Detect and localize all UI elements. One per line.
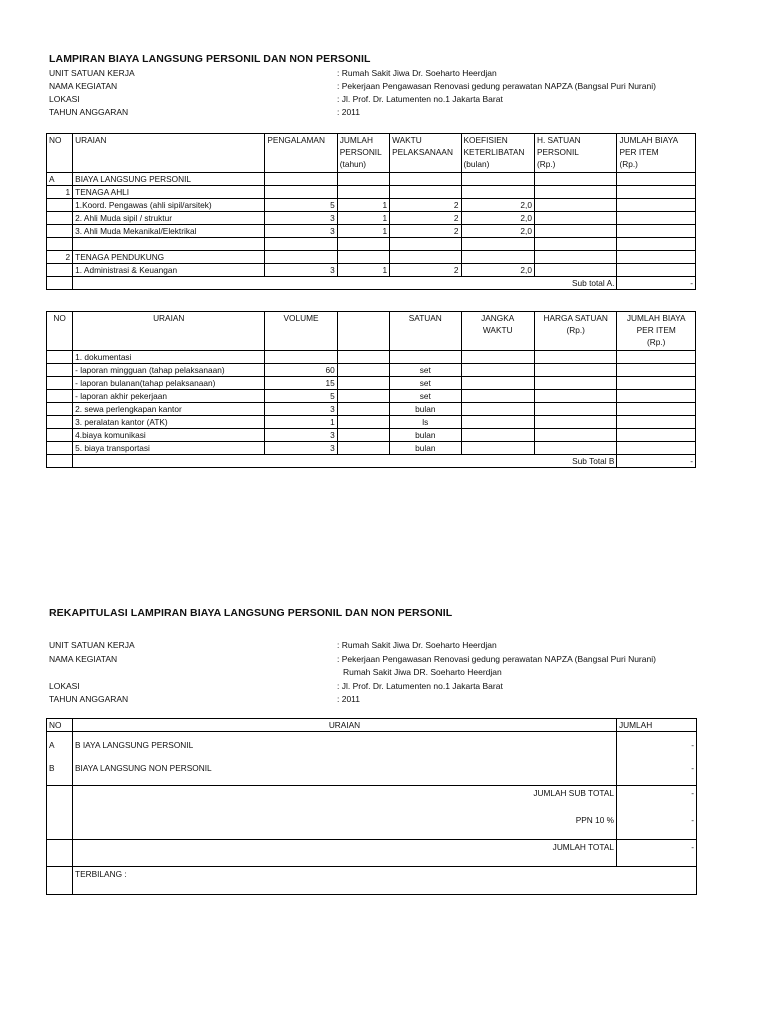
table-row xyxy=(47,364,696,377)
cell-jangka xyxy=(461,377,534,390)
cell-pengalaman xyxy=(265,173,337,186)
cell-volume: 3 xyxy=(265,429,337,442)
cell-koef: 2,0 xyxy=(461,199,534,212)
cell-no: 2 xyxy=(47,251,73,264)
cell-hsat xyxy=(534,225,617,238)
cell-uraian: TENAGA AHLI xyxy=(73,186,265,199)
rekap-label-tahun: TAHUN ANGGARAN xyxy=(49,694,129,704)
subtotal-a-value: - xyxy=(617,277,696,290)
cell-no xyxy=(47,390,73,403)
rekapitulasi-table xyxy=(46,718,697,895)
rekap-row-b-label: BIAYA LANGSUNG NON PERSONIL xyxy=(75,763,212,773)
cell-blank xyxy=(337,403,389,416)
cell-no xyxy=(47,867,73,895)
header-blank xyxy=(337,312,389,351)
table-row xyxy=(47,786,697,840)
cell-harga xyxy=(534,403,617,416)
table-row xyxy=(47,840,697,867)
cell-pengalaman: 3 xyxy=(265,212,337,225)
cell-blank xyxy=(337,351,389,364)
cell-jangka xyxy=(461,390,534,403)
rekap-label-lokasi: LOKASI xyxy=(49,681,80,691)
cell-jml xyxy=(617,186,696,199)
cell-uraian: 1.Koord. Pengawas (ahli sipil/arsitek) xyxy=(73,199,265,212)
cell-jumlah xyxy=(617,364,696,377)
header-koefisien: KOEFISIEN KETERLIBATAN (bulan) xyxy=(461,134,534,173)
cell-waktu xyxy=(390,238,461,251)
cell-pengalaman: 3 xyxy=(265,225,337,238)
cell-waktu: 2 xyxy=(390,212,461,225)
cell-no xyxy=(47,840,73,867)
cell-harga xyxy=(534,429,617,442)
cell-waktu: 2 xyxy=(390,225,461,238)
cell-uraian: 2. Ahli Muda sipil / struktur xyxy=(73,212,265,225)
table-row xyxy=(47,264,696,277)
cell-no xyxy=(47,442,73,455)
cell-no: 1 xyxy=(47,186,73,199)
cell-koef: 2,0 xyxy=(461,225,534,238)
cell-jangka xyxy=(461,442,534,455)
rekap-value-kegiatan: : Pekerjaan Pengawasan Renovasi gedung perawatan NAPZA (Bangsal Puri Nurani) xyxy=(337,654,656,664)
cell-jumlah: - - xyxy=(617,786,697,840)
cell-no xyxy=(47,199,73,212)
rekap-value-tahun: : 2011 xyxy=(337,694,361,704)
cell-no xyxy=(47,264,73,277)
cell-hsat xyxy=(534,264,617,277)
rekap-value-lokasi: : Jl. Prof. Dr. Latumenten no.1 Jakarta Barat xyxy=(337,681,503,691)
cell-harga xyxy=(534,416,617,429)
terbilang-label: TERBILANG : xyxy=(73,867,697,895)
cell-jumlah: 1 xyxy=(337,225,389,238)
rekap-label-unit: UNIT SATUAN KERJA xyxy=(49,640,135,650)
non-personil-table xyxy=(46,311,696,468)
jumlah-total-value: - xyxy=(617,840,697,867)
cell-no xyxy=(47,416,73,429)
cell-satuan: set xyxy=(390,364,461,377)
cell-jangka xyxy=(461,403,534,416)
cell-hsat xyxy=(534,186,617,199)
info-label-tahun: TAHUN ANGGARAN xyxy=(49,107,129,117)
cell-satuan: bulan xyxy=(390,403,461,416)
cell-uraian xyxy=(73,238,265,251)
cell-jumlah: - - xyxy=(617,732,697,786)
cell-uraian: - laporan akhir pekerjaan xyxy=(73,390,265,403)
cell-no xyxy=(47,212,73,225)
cell-jumlah xyxy=(617,442,696,455)
cell-jumlah xyxy=(617,429,696,442)
rekap-row-a-label: B IAYA LANGSUNG PERSONIL xyxy=(75,740,194,750)
cell-koef xyxy=(461,238,534,251)
table-row xyxy=(47,212,696,225)
header-no: NO xyxy=(47,312,73,351)
header-satuan: SATUAN xyxy=(390,312,461,351)
cell-blank xyxy=(337,364,389,377)
cell-no xyxy=(47,429,73,442)
cell-koef: 2,0 xyxy=(461,212,534,225)
cell-uraian: 4.biaya komunikasi xyxy=(73,429,265,442)
cell-harga xyxy=(534,390,617,403)
table-row xyxy=(47,199,696,212)
ppn-label: PPN 10 % xyxy=(575,815,614,825)
cell-satuan: set xyxy=(390,390,461,403)
header-jumlah-personil: JUMLAH PERSONIL (tahun) xyxy=(337,134,389,173)
header-no: NO xyxy=(47,719,73,732)
cell-jangka xyxy=(461,416,534,429)
cell-jml xyxy=(617,212,696,225)
cell-uraian: - laporan bulanan(tahap pelaksanaan) xyxy=(73,377,265,390)
cell-jumlah xyxy=(337,251,389,264)
header-harga-satuan: HARGA SATUAN (Rp.) xyxy=(534,312,617,351)
cell-satuan: bulan xyxy=(390,442,461,455)
cell-jumlah xyxy=(617,403,696,416)
cell-waktu xyxy=(390,251,461,264)
cell-volume: 5 xyxy=(265,390,337,403)
cell-blank xyxy=(337,390,389,403)
table-header-row xyxy=(47,719,697,732)
cell-jml xyxy=(617,225,696,238)
cell-uraian: BIAYA LANGSUNG PERSONIL xyxy=(73,173,265,186)
cell-satuan: set xyxy=(390,377,461,390)
cell-hsat xyxy=(534,173,617,186)
section2-title: REKAPITULASI LAMPIRAN BIAYA LANGSUNG PERSONIL DAN NON PERSONIL xyxy=(49,607,453,619)
table-header-row xyxy=(47,312,696,351)
cell-harga xyxy=(534,351,617,364)
table-row xyxy=(47,238,696,251)
cell-pengalaman: 3 xyxy=(265,264,337,277)
subtotal-a-label: Sub total A. xyxy=(73,277,617,290)
cell-pengalaman xyxy=(265,186,337,199)
cell-blank xyxy=(47,277,73,290)
cell-uraian: 2. sewa perlengkapan kantor xyxy=(73,403,265,416)
subtotal-row xyxy=(47,455,696,468)
section1-title: LAMPIRAN BIAYA LANGSUNG PERSONIL DAN NON PERSONIL xyxy=(49,53,371,65)
cell-no xyxy=(47,238,73,251)
cell-jumlah xyxy=(617,377,696,390)
info-value-tahun: : 2011 xyxy=(337,107,361,117)
cell-koef xyxy=(461,186,534,199)
header-jangka-waktu: JANGKA WAKTU xyxy=(461,312,534,351)
cell-jumlah xyxy=(617,351,696,364)
rekap-value-kegiatan-line2: Rumah Sakit Jiwa DR. Soeharto Heerdjan xyxy=(343,667,502,677)
table-row xyxy=(47,867,697,895)
cell-harga xyxy=(534,377,617,390)
cell-uraian: 1. Administrasi & Keuangan xyxy=(73,264,265,277)
cell-no: A B xyxy=(47,732,73,786)
cell-satuan xyxy=(390,351,461,364)
cell-uraian: 3. Ahli Muda Mekanikal/Elektrikal xyxy=(73,225,265,238)
header-h-satuan: H. SATUAN PERSONIL (Rp.) xyxy=(534,134,617,173)
cell-pengalaman xyxy=(265,238,337,251)
cell-hsat xyxy=(534,212,617,225)
cell-jumlah xyxy=(337,186,389,199)
cell-uraian: 3. peralatan kantor (ATK) xyxy=(73,416,265,429)
table-row xyxy=(47,429,696,442)
cell-jml xyxy=(617,238,696,251)
cell-volume xyxy=(265,351,337,364)
cell-jumlah: 1 xyxy=(337,264,389,277)
cell-volume: 3 xyxy=(265,442,337,455)
info-value-lokasi: : Jl. Prof. Dr. Latumenten no.1 Jakarta Barat xyxy=(337,94,503,104)
cell-no: A xyxy=(47,173,73,186)
cell-uraian: 1. dokumentasi xyxy=(73,351,265,364)
cell-satuan: bulan xyxy=(390,429,461,442)
cell-blank xyxy=(337,416,389,429)
table-row xyxy=(47,225,696,238)
cell-no xyxy=(47,377,73,390)
cell-jml xyxy=(617,251,696,264)
info-value-unit: : Rumah Sakit Jiwa Dr. Soeharto Heerdjan xyxy=(337,68,497,78)
cell-uraian: TENAGA PENDUKUNG xyxy=(73,251,265,264)
cell-blank xyxy=(337,377,389,390)
cell-jml xyxy=(617,173,696,186)
header-jumlah: JUMLAH xyxy=(617,719,697,732)
cell-koef xyxy=(461,173,534,186)
cell-koef: 2,0 xyxy=(461,264,534,277)
cell-koef xyxy=(461,251,534,264)
cell-uraian xyxy=(73,732,617,786)
table-row xyxy=(47,377,696,390)
info-label-unit: UNIT SATUAN KERJA xyxy=(49,68,135,78)
cell-jumlah xyxy=(617,390,696,403)
header-uraian: URAIAN xyxy=(73,312,265,351)
header-uraian: URAIAN xyxy=(73,719,617,732)
cell-hsat xyxy=(534,199,617,212)
cell-no xyxy=(47,351,73,364)
cell-volume: 1 xyxy=(265,416,337,429)
cell-blank xyxy=(337,442,389,455)
cell-jml xyxy=(617,264,696,277)
jumlah-sub-total-label: JUMLAH SUB TOTAL xyxy=(533,788,614,798)
jumlah-total-label: JUMLAH TOTAL xyxy=(73,840,617,867)
header-jumlah-biaya: JUMLAH BIAYA PER ITEM (Rp.) xyxy=(617,312,696,351)
cell-waktu xyxy=(390,173,461,186)
cell-jumlah: 1 xyxy=(337,212,389,225)
cell-jangka xyxy=(461,364,534,377)
header-pengalaman: PENGALAMAN xyxy=(265,134,337,173)
cell-volume: 15 xyxy=(265,377,337,390)
cell-harga xyxy=(534,442,617,455)
cell-jumlah: 1 xyxy=(337,199,389,212)
info-label-kegiatan: NAMA KEGIATAN xyxy=(49,81,118,91)
cell-volume: 60 xyxy=(265,364,337,377)
cell-jangka xyxy=(461,429,534,442)
table-row xyxy=(47,351,696,364)
table-row xyxy=(47,732,697,786)
rekap-label-kegiatan: NAMA KEGIATAN xyxy=(49,654,118,664)
table-row xyxy=(47,390,696,403)
cell-volume: 3 xyxy=(265,403,337,416)
cell-jumlah xyxy=(337,173,389,186)
cell-jumlah xyxy=(617,416,696,429)
table-row xyxy=(47,416,696,429)
cell-jumlah xyxy=(337,238,389,251)
cell-no xyxy=(47,786,73,840)
header-uraian: URAIAN xyxy=(73,134,265,173)
info-value-kegiatan: : Pekerjaan Pengawasan Renovasi gedung perawatan NAPZA (Bangsal Puri Nurani) xyxy=(337,81,656,91)
table-row xyxy=(47,403,696,416)
subtotal-b-value: - xyxy=(617,455,696,468)
cell-waktu: 2 xyxy=(390,264,461,277)
table-row xyxy=(47,186,696,199)
table-header-row xyxy=(47,134,696,173)
table-row xyxy=(47,442,696,455)
cell-jml xyxy=(617,199,696,212)
cell-blank xyxy=(337,429,389,442)
cell-no xyxy=(47,225,73,238)
rekap-value-unit: : Rumah Sakit Jiwa Dr. Soeharto Heerdjan xyxy=(337,640,497,650)
cell-uraian xyxy=(73,786,617,840)
header-waktu: WAKTU PELAKSANAAN xyxy=(390,134,461,173)
header-no: NO xyxy=(47,134,73,173)
cell-waktu: 2 xyxy=(390,199,461,212)
cell-jangka xyxy=(461,351,534,364)
cell-hsat xyxy=(534,251,617,264)
subtotal-b-label: Sub Total B xyxy=(73,455,617,468)
header-jumlah-biaya: JUMLAH BIAYA PER ITEM (Rp.) xyxy=(617,134,696,173)
table-row xyxy=(47,173,696,186)
cell-harga xyxy=(534,364,617,377)
cell-blank xyxy=(47,455,73,468)
subtotal-row xyxy=(47,277,696,290)
table-row xyxy=(47,251,696,264)
cell-no xyxy=(47,364,73,377)
cell-hsat xyxy=(534,238,617,251)
cell-uraian: - laporan mingguan (tahap pelaksanaan) xyxy=(73,364,265,377)
personil-table xyxy=(46,133,696,290)
cell-satuan: ls xyxy=(390,416,461,429)
header-volume: VOLUME xyxy=(265,312,337,351)
info-label-lokasi: LOKASI xyxy=(49,94,80,104)
cell-waktu xyxy=(390,186,461,199)
cell-pengalaman: 5 xyxy=(265,199,337,212)
cell-uraian: 5. biaya transportasi xyxy=(73,442,265,455)
cell-pengalaman xyxy=(265,251,337,264)
cell-no xyxy=(47,403,73,416)
